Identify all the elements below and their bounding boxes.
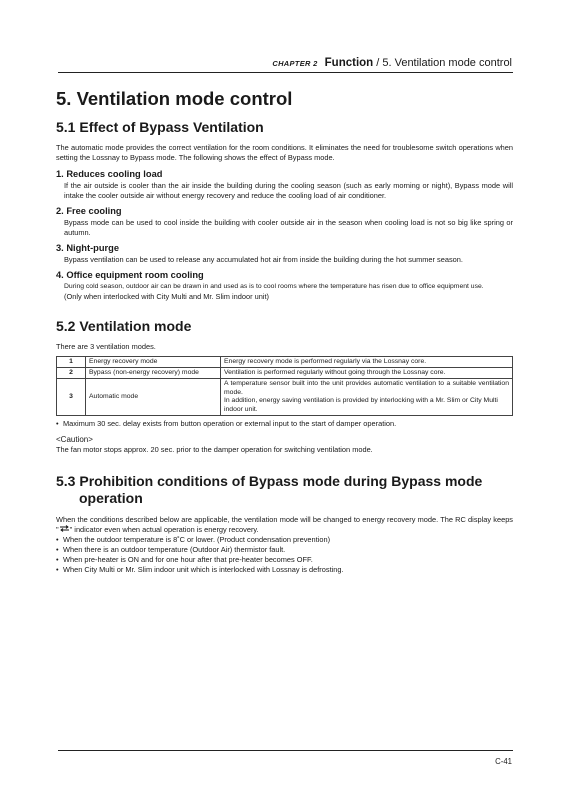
ventilation-mode-table [56,356,513,416]
item-text-night-purge: Bypass ventilation can be used to release any accumulated hot air from inside the building during the hot summer season. [64,255,463,264]
table-cell-num: 1 [57,356,86,367]
running-head [272,57,512,69]
list-item: • When there is an outdoor temperature (Outdoor Air) thermistor fault. [56,545,286,555]
delay-note-text: Maximum 30 sec. delay exists from button operation or external input to the start of damper operation. [63,419,397,429]
footer-rule [58,750,513,751]
list-item: • Maximum 30 sec. delay exists from button operation or external input to the start of damper operation. [56,419,397,429]
section-heading-5-2: 5.2 Ventilation mode [56,317,192,334]
item-title-office-equipment: 4. Office equipment room cooling [56,270,204,280]
table-row [57,368,513,379]
item-title-night-purge: 3. Night-purge [56,243,120,253]
list-item: • When the outdoor temperature is 8˚C or lower. (Product condensation prevention) [56,535,331,545]
table-row [57,356,513,367]
list-item-text: When pre-heater is ON and for one hour after that pre-heater becomes OFF. [63,555,313,565]
chapter-label: CHAPTER 2 [272,59,318,68]
header-rule [58,72,513,73]
intro-part-b: " indicator even when actual operation is energy recovery. [69,525,259,535]
table-row [57,379,513,416]
intro-part-a: When the conditions described below are applicable, the ventilation mode will be changed to energy recovery mode. The RC display keeps " [56,515,513,535]
section-intro-5-3 [56,515,513,535]
item-title-free-cooling: 2. Free cooling [56,206,122,216]
list-item-text: When there is an outdoor temperature (Outdoor Air) thermistor fault. [63,545,286,555]
section-intro-5-1: The automatic mode provides the correct ventilation for the room conditions. It eliminates the need for troublesome switch operations when setting the Lossnay to Bypass mode. The following shows the effect of Bypass mode. [56,143,513,162]
table-cell-mode: Automatic mode [86,379,221,416]
delay-note-list [56,419,513,429]
list-item: • When pre-heater is ON and for one hour after that pre-heater becomes OFF. [56,555,313,565]
list-item: • When City Multi or Mr. Slim indoor unit which is interlocked with Lossnay is defrosting. [56,565,344,575]
section-intro-5-2: There are 3 ventilation modes. [56,341,156,351]
bypass-indicator-icon [59,525,70,534]
section-heading-5-3-line2: operation [79,490,143,507]
page-content [56,88,513,575]
table-cell-desc [221,379,513,416]
chapter-function-label: Function [324,57,374,69]
item-title-reduces-cooling-load: 1. Reduces cooling load [56,169,163,179]
table-cell-desc-line2: In addition, energy saving ventilation is provided by interlocking with a Mr. Slim or City Multi indoor unit. [224,397,498,413]
section-heading-5-3-line1: 5.3 Prohibition conditions of Bypass mode during Bypass mode [56,473,483,490]
table-cell-mode: Energy recovery mode [86,356,221,367]
table-cell-desc: Ventilation is performed regularly without going through the Lossnay core. [221,368,513,379]
caution-text: The fan motor stops approx. 20 sec. prior to the damper operation for switching ventilation mode. [56,445,373,455]
item-note-office-equipment: (Only when interlocked with City Multi and Mr. Slim indoor unit) [64,291,269,301]
list-item-text: When City Multi or Mr. Slim indoor unit which is interlocked with Lossnay is defrosting. [63,565,344,575]
item-text-reduces-cooling-load: If the air outside is cooler than the air inside the building during the cooling season (such as early morning or night), Bypass mode will intake the cooler outside air without energy recovery and reduce the cooling load of air conditioner. [64,181,513,200]
list-item-text: When the outdoor temperature is 8˚C or lower. (Product condensation prevention) [63,535,331,545]
caution-title: <Caution> [56,435,93,445]
prohibition-list [56,535,513,575]
table-cell-mode: Bypass (non-energy recovery) mode [86,368,221,379]
page-number: C-41 [495,757,512,766]
section-heading-5-3 [56,473,513,507]
item-text-free-cooling: Bypass mode can be used to cool inside the building with cooler outside air in the season when cooling load is not so big like spring or autumn. [64,218,513,237]
section-heading-5-1: 5.1 Effect of Bypass Ventilation [56,119,264,135]
item-text-office-equipment: During cold season, outdoor air can be drawn in and used as is to cool rooms where the temperature has risen due to office equipment use. [64,283,484,290]
page-title: 5. Ventilation mode control [56,88,293,109]
table-cell-desc: Energy recovery mode is performed regularly via the Lossnay core. [221,356,513,367]
table-cell-desc-line1: A temperature sensor built into the unit provides automatic ventilation to a suitable ventilation mode. [224,380,509,396]
table-cell-num: 2 [57,368,86,379]
table-cell-num: 3 [57,379,86,416]
section-label: / 5. Ventilation mode control [376,57,512,69]
